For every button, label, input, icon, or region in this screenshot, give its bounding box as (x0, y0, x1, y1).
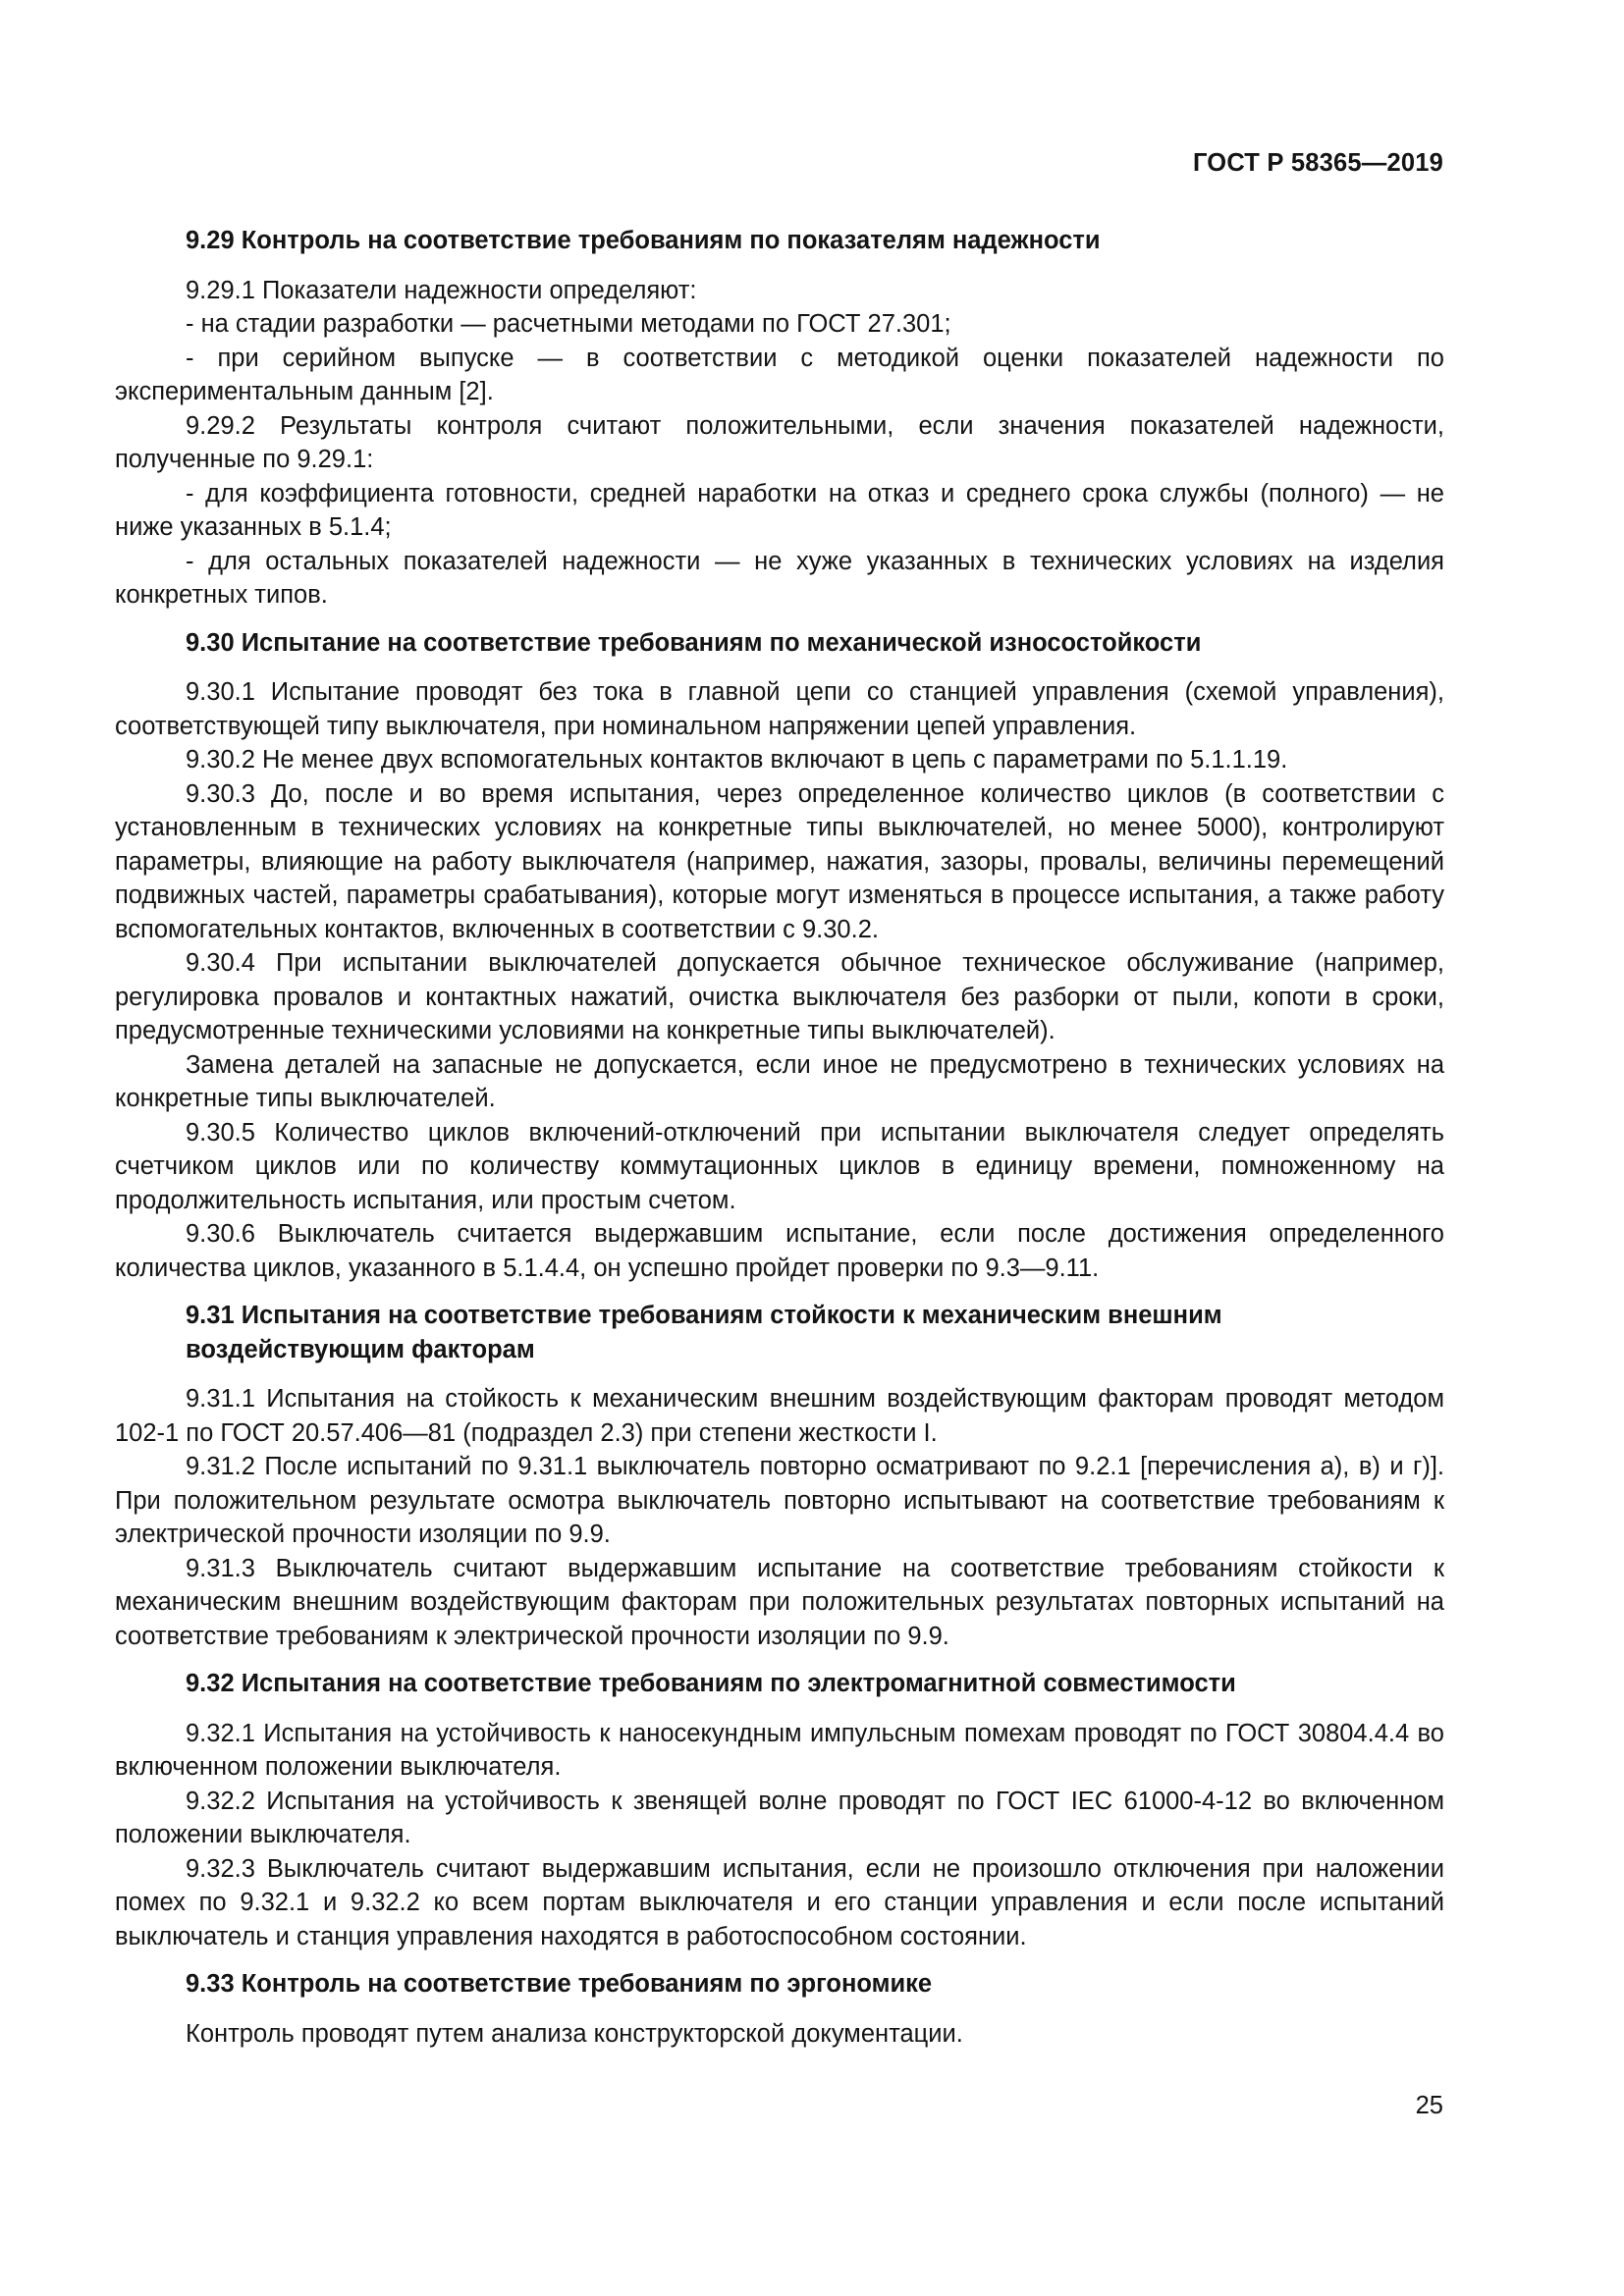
document-code: ГОСТ Р 58365—2019 (1192, 149, 1443, 177)
section-heading: 9.30 Испытание на соответствие требованиям по механической износостойкости (186, 628, 1202, 657)
section-heading: 9.31 Испытания на соответствие требованиям стойкости к механическим внешним воздействующим факторам (186, 1302, 1222, 1363)
list-item: - на стадии разработки — расчетными методами по ГОСТ 27.301; (186, 310, 951, 338)
document-body (115, 224, 1444, 2051)
paragraph: 9.31.3 Выключатель считают выдержавшим испытание на соответствие требованиям стойкости к механическим внешним воздействующим факторам при положительных результатах повторных испытаний на соответствие требованиям к электрической прочности изоляции по 9.9. (115, 1554, 1444, 1650)
paragraph: 9.32.3 Выключатель считают выдержавшим испытания, если не произошло отключения при наложении помех по 9.32.1 и 9.32.2 ко всем портам выключателя и его станции управления и если после испытаний выключатель и станция управления находятся в работоспособном состоянии. (115, 1854, 1444, 1950)
paragraph: 9.32.2 Испытания на устойчивость к звенящей волне проводят по ГОСТ IEC 61000-4-12 во включенном положении выключателя. (115, 1787, 1444, 1848)
list-item: - при серийном выпуске — в соответствии с методикой оценки показателей надежности по экспериментальным данным [2]. (115, 344, 1444, 405)
section-9-33 (115, 1967, 1444, 2051)
paragraph: 9.29.2 Результаты контроля считают положительными, если значения показателей надежности, полученные по 9.29.1: (115, 411, 1444, 473)
paragraph: 9.31.2 После испытаний по 9.31.1 выключатель повторно осматривают по 9.2.1 [перечисления а), в) и г)]. При положительном результате осмотра выключатель повторно испытывают на соответствие требованиям к электрической прочности изоляции по 9.9. (115, 1453, 1444, 1548)
section-heading: 9.33 Контроль на соответствие требованиям по эргономике (186, 1970, 933, 1998)
paragraph: 9.30.5 Количество циклов включений-отключений при испытании выключателя следует определять счетчиком циклов или по количеству коммутационных циклов в единицу времени, помноженному на продолжительность испытания, или простым счетом. (115, 1118, 1444, 1214)
paragraph: 9.32.1 Испытания на устойчивость к наносекундным импульсным помехам проводят по ГОСТ 30804.4.4 во включенном положении выключателя. (115, 1719, 1444, 1781)
paragraph: Замена деталей на запасные не допускается, если иное не предусмотрено в технических условиях на конкретные типы выключателей. (115, 1050, 1444, 1112)
section-9-31 (115, 1299, 1444, 1653)
list-item: - для коэффициента готовности, средней наработки на отказ и среднего срока службы (полного) — не ниже указанных в 5.1.4; (115, 479, 1444, 541)
paragraph: 9.30.6 Выключатель считается выдержавшим испытание, если после достижения определенного количества циклов, указанного в 5.1.4.4, он успешно пройдет проверки по 9.3—9.11. (115, 1220, 1444, 1282)
paragraph: 9.30.2 Не менее двух вспомогательных контактов включают в цепь с параметрами по 5.1.1.19. (186, 746, 1288, 774)
section-9-29 (115, 224, 1444, 613)
list-item: - для остальных показателей надежности — не хуже указанных в технических условиях на изделия конкретных типов. (115, 547, 1444, 609)
paragraph: Контроль проводят путем анализа конструкторской документации. (186, 2019, 963, 2048)
section-9-30 (115, 626, 1444, 1286)
paragraph: 9.30.3 До, после и во время испытания, через определенное количество циклов (в соответствии с установленным в технических условиях на конкретные типы выключателей, но менее 5000), контролируют параметры, влияющие на работу выключателя (например, нажатия, зазоры, провалы, величины перемещений подвижных частей, параметры срабатывания), которые могут изменяться в процессе испытания, а также работу вспомогательных контактов, включенных в соответствии с 9.30.2. (115, 779, 1444, 943)
section-heading: 9.29 Контроль на соответствие требованиям по показателям надежности (186, 227, 1101, 254)
paragraph: 9.30.1 Испытание проводят без тока в главной цепи со станцией управления (схемой управления), соответствующей типу выключателя, при номинальном напряжении цепей управления. (115, 678, 1444, 740)
paragraph: 9.29.1 Показатели надежности определяют: (186, 276, 697, 304)
page-number: 25 (1415, 2092, 1443, 2119)
section-9-32 (115, 1667, 1444, 1953)
paragraph: 9.30.4 При испытании выключателей допускается обычное техническое обслуживание (например, регулировка провалов и контактных нажатий, очистка выключателя без разборки от пыли, копоти в сроки, предусмотренные техническими условиями на конкретные типы выключателей). (115, 949, 1444, 1044)
paragraph: 9.31.1 Испытания на стойкость к механическим внешним воздействующим факторам проводят методом 102-1 по ГОСТ 20.57.406—81 (подраздел 2.3) при степени жесткости I. (115, 1385, 1444, 1447)
section-heading: 9.32 Испытания на соответствие требованиям по электромагнитной совместимости (186, 1670, 1236, 1697)
